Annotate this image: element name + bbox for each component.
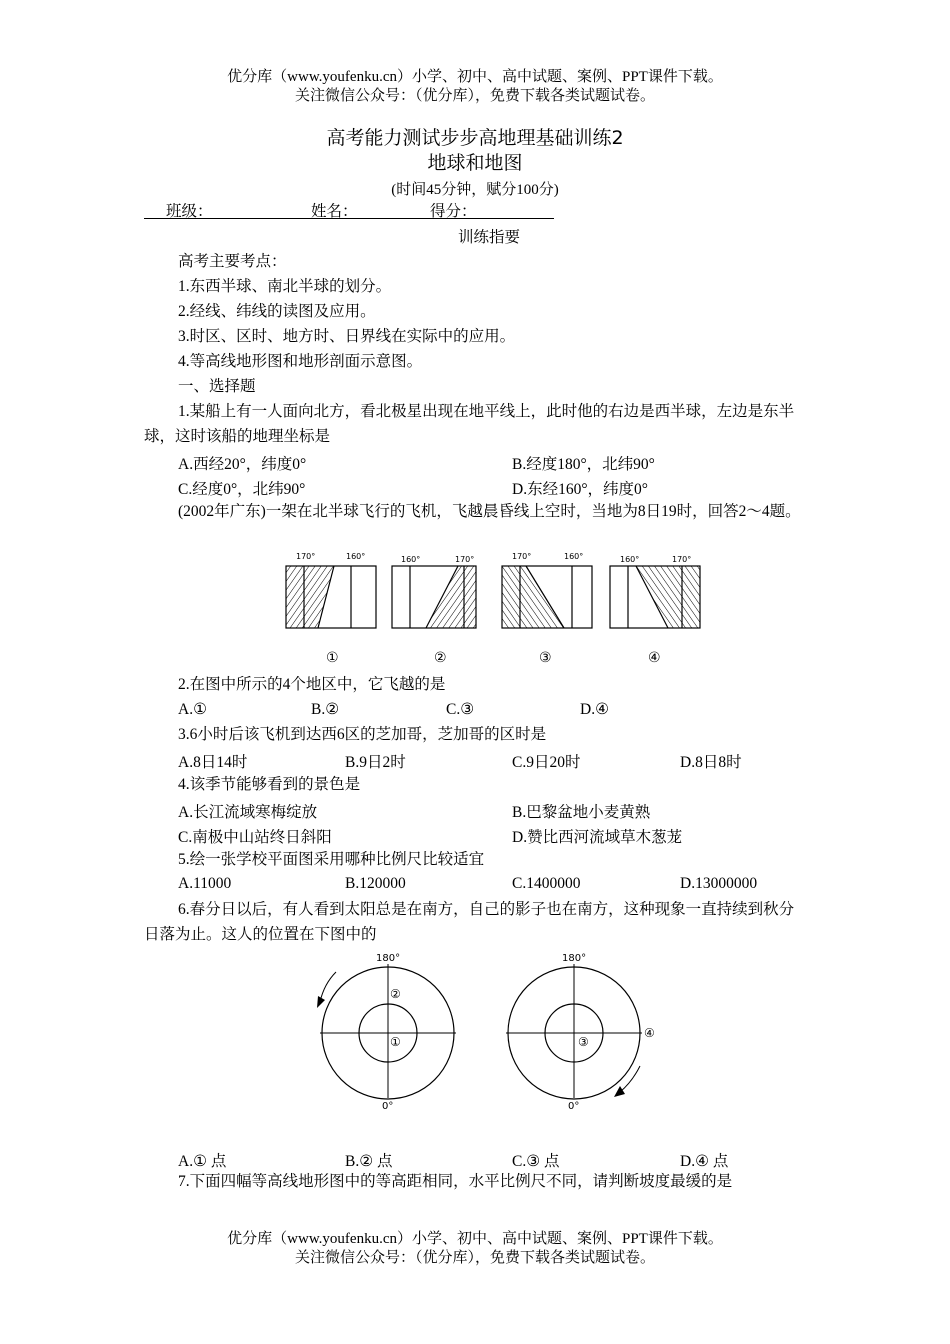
- panel-caption: ③: [539, 650, 552, 666]
- longitude-label: 160°: [620, 555, 640, 564]
- panel-caption: ②: [434, 650, 447, 666]
- q1-option-a: A.西经20°，纬度0°: [178, 456, 307, 473]
- time-score-note: (时间45分钟，赋分100分): [391, 182, 559, 198]
- point-marker: ②: [390, 987, 401, 1001]
- q2-option-b: B.②: [311, 701, 340, 718]
- figure-panel-2: [392, 555, 476, 666]
- q6-option-b: B.② 点: [345, 1153, 393, 1170]
- page-title: 高考能力测试步步高地理基础训练2: [326, 127, 624, 149]
- q2-option-a: A.①: [178, 701, 207, 718]
- q3-option-a: A.8日14时: [178, 754, 248, 771]
- longitude-label: 0°: [382, 1101, 394, 1112]
- q6-stem: 6.春分日以后，有人看到太阳总是在南方，自己的影子也在南方，这种现象一直持续到秋分日落为止。这人的位置在下图中的: [144, 901, 795, 943]
- footer-line-1: 优分库（www.youfenku.cn）小学、初中、高中试题、案例、PPT课件下载。: [227, 1231, 723, 1247]
- longitude-label: 170°: [512, 552, 532, 561]
- point-marker: ③: [578, 1035, 589, 1049]
- q5-stem: 5.绘一张学校平面图采用哪种比例尺比较适宜: [178, 851, 485, 868]
- q1-option-d: D.东经160°，纬度0°: [512, 481, 648, 498]
- q4-option-d: D.赞比西河流域草木葱茏: [512, 829, 683, 846]
- q5-option-c: C.1400000: [512, 875, 581, 892]
- q3-stem: 3.6小时后该飞机到达西6区的芝加哥，芝加哥的区时是: [178, 726, 547, 743]
- q2-option-c: C.③: [446, 701, 475, 718]
- night-shading: [286, 566, 334, 628]
- page-subtitle: 地球和地图: [427, 152, 523, 174]
- longitude-label: 180°: [562, 953, 587, 964]
- q6-option-a: A.① 点: [178, 1153, 227, 1170]
- header-line-2: 关注微信公众号：（优分库），免费下载各类试题试卷。: [294, 88, 655, 104]
- q5-option-b: B.120000: [345, 875, 406, 892]
- figure-panel-1: [286, 552, 376, 666]
- longitude-label: 0°: [568, 1101, 580, 1112]
- q3-option-d: D.8日8时: [680, 754, 742, 771]
- polar-diagram-right: [506, 953, 655, 1112]
- q4-option-c: C.南极中山站终日斜阳: [178, 829, 332, 846]
- polar-figure: [300, 946, 670, 1118]
- guide-point: 2.经线、纬线的读图及应用。: [178, 303, 376, 320]
- guide-heading: 训练指要: [458, 229, 521, 246]
- q2-stem: 2.在图中所示的4个地区中，它飞越的是: [178, 676, 446, 693]
- score-label: 得分：: [430, 203, 477, 220]
- q6-option-c: C.③ 点: [512, 1153, 560, 1170]
- figure-panel-3: [502, 552, 592, 666]
- point-marker: ④: [644, 1026, 655, 1040]
- q3-option-b: B.9日2时: [345, 754, 406, 771]
- footer-line-2: 关注微信公众号：（优分库），免费下载各类试题试卷。: [294, 1250, 655, 1266]
- night-shading: [636, 566, 700, 628]
- night-shading: [502, 566, 564, 628]
- q2-4-intro: (2002年广东)一架在北半球飞行的飞机，飞越晨昏线上空时，当地为8日19时，回答2～4题。: [178, 503, 801, 520]
- rotation-arrow: [620, 1066, 640, 1092]
- longitude-label: 170°: [672, 555, 692, 564]
- longitude-label: 160°: [346, 552, 366, 561]
- longitude-label: 180°: [376, 953, 401, 964]
- arrowhead: [317, 996, 325, 1008]
- q1-option-c: C.经度0°，北纬90°: [178, 481, 306, 498]
- arrowhead: [614, 1086, 625, 1097]
- terminator-figure: [280, 546, 710, 672]
- guide-point: 3.时区、区时、地方时、日界线在实际中的应用。: [178, 328, 516, 345]
- q4-stem: 4.该季节能够看到的景色是: [178, 776, 361, 793]
- q5-option-a: A.11000: [178, 875, 232, 892]
- name-label: 姓名：: [311, 203, 358, 220]
- longitude-label: 170°: [455, 555, 475, 564]
- guide-point: 1.东西半球、南北半球的划分。: [178, 278, 392, 295]
- guide-point: 4.等高线地形图和地形剖面示意图。: [178, 353, 423, 370]
- class-label: 班级：: [166, 203, 213, 220]
- longitude-label: 160°: [401, 555, 421, 564]
- panel-caption: ①: [326, 650, 339, 666]
- q1-stem: 1.某船上有一人面向北方，看北极星出现在地平线上，此时他的右边是西半球，左边是东半球，这时该船的地理坐标是: [144, 403, 795, 445]
- q5-option-d: D.13000000: [680, 875, 758, 892]
- q4-option-a: A.长江流域寒梅绽放: [178, 804, 318, 821]
- q4-option-b: B.巴黎盆地小麦黄熟: [512, 804, 651, 821]
- figure-panel-4: [610, 555, 700, 666]
- longitude-label: 170°: [296, 552, 316, 561]
- q1-option-b: B.经度180°，北纬90°: [512, 456, 655, 473]
- polar-diagram-left: [317, 953, 456, 1112]
- rotation-arrow: [320, 972, 336, 1002]
- night-shading: [426, 566, 476, 628]
- q3-option-c: C.9日20时: [512, 754, 581, 771]
- point-marker: ①: [390, 1035, 401, 1049]
- guide-intro: 高考主要考点：: [178, 253, 287, 270]
- section-heading: 一、选择题: [178, 378, 256, 395]
- q6-option-d: D.④ 点: [680, 1153, 729, 1170]
- header-line-1: 优分库（www.youfenku.cn）小学、初中、高中试题、案例、PPT课件下载。: [227, 69, 723, 85]
- panel-caption: ④: [648, 650, 661, 666]
- longitude-label: 160°: [564, 552, 584, 561]
- q7-stem: 7.下面四幅等高线地形图中的等高距相同，水平比例尺不同，请判断坡度最缓的是: [178, 1173, 733, 1190]
- q2-option-d: D.④: [580, 701, 609, 718]
